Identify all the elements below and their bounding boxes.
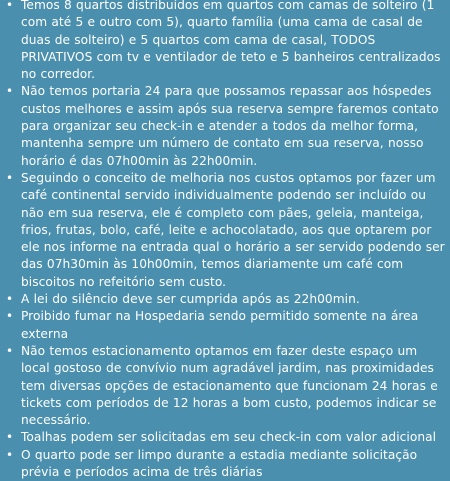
list-item bbox=[6, 291, 448, 308]
bullet-icon: • bbox=[6, 309, 14, 324]
list-item bbox=[6, 83, 448, 169]
list-item bbox=[6, 170, 448, 291]
list-item bbox=[6, 308, 448, 343]
bullet-icon: • bbox=[6, 84, 14, 99]
bullet-icon: • bbox=[6, 170, 14, 185]
towels-text: Toalhas podem ser solicitadas em seu check-in com valor adicional bbox=[21, 430, 437, 445]
list-item bbox=[6, 429, 448, 446]
bullet-icon: • bbox=[6, 343, 14, 358]
info-list bbox=[6, 0, 448, 481]
bullet-icon: • bbox=[6, 292, 14, 307]
silence-text: A lei do silêncio deve ser cumprida após as 22h00min. bbox=[21, 292, 360, 307]
list-item bbox=[6, 447, 448, 481]
list-item bbox=[6, 343, 448, 429]
bullet-icon: • bbox=[6, 0, 14, 12]
smoking-text: Proibido fumar na Hospedaria sendo permitido somente na área externa bbox=[21, 309, 419, 341]
bullet-icon: • bbox=[6, 447, 14, 462]
cleaning-text: O quarto pode ser limpo durante a estadia mediante solicitação prévia e períodos acima de três diárias bbox=[21, 447, 418, 480]
reception-text: Não temos portaria 24 para que possamos repassar aos hóspedes custos melhores e assim após sua reserva sempre faremos contato para organizar seu check-in e atender a todos da melhor forma, mantenha sempre um número de contato em sua reserva, nosso horário é das 07h00min às 22h00min. bbox=[21, 84, 439, 168]
breakfast-text: Seguindo o conceito de melhoria nos custos optamos por fazer um café continental servido individualmente podendo ser incluído ou não em sua reserva, ele é completo com pães, geleia, manteiga, frios, frutas, bolo, café, leite e achocolatado, aos que optarem por ele nos informe na entrada qual o horário a ser servido podendo ser das 07h30min às 10h00min, temos diariamente um café com biscoitos no refeitório sem custo. bbox=[21, 170, 445, 289]
list-item bbox=[6, 0, 448, 83]
bullet-icon: • bbox=[6, 430, 14, 445]
parking-text: Não temos estacionamento optamos em fazer deste espaço um local gostoso de convívio num agradável jardim, nas proximidades tem diversas opções de estacionamento que funcionam 24 horas e tickets com períodos de 12 horas a bom custo, podemos indicar se necessário. bbox=[21, 343, 438, 428]
rooms-text: Temos 8 quartos distribuídos em quartos com camas de solteiro (1 com até 5 e outro com 5), quarto família (uma cama de casal de duas de solteiro) e 5 quartos com cama de casal, TODOS PRIVATIVOS com tv e ventilador de teto e 5 banheiros centralizados no corredor. bbox=[21, 0, 441, 82]
